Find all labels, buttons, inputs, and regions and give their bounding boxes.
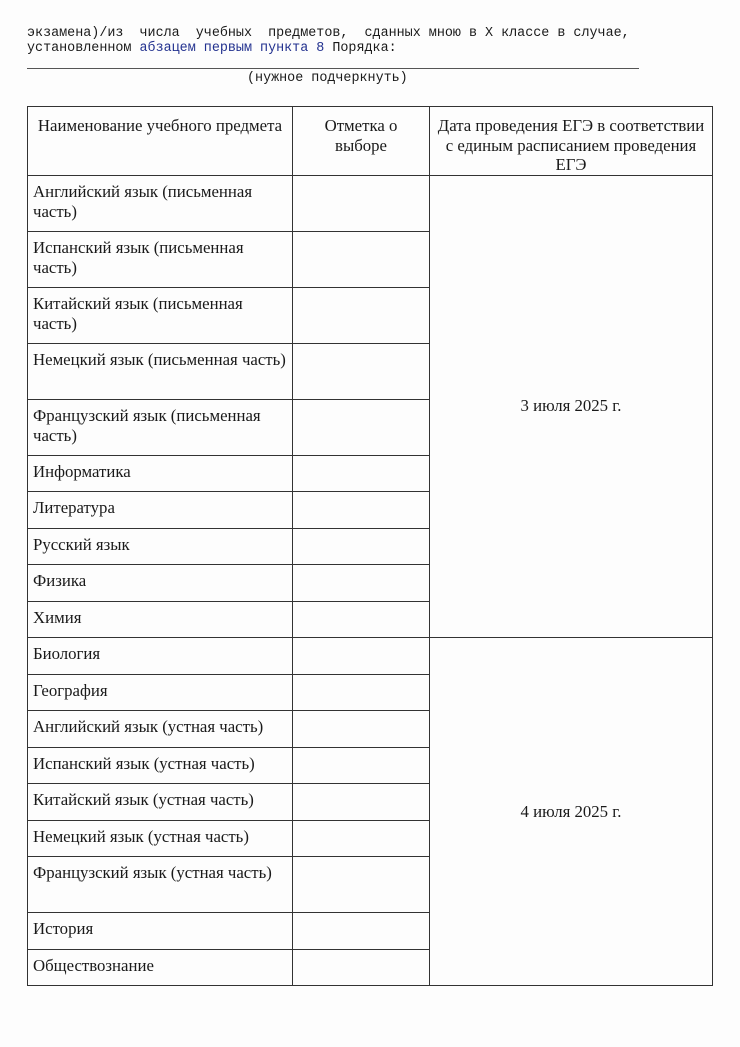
intro-text-line-1: экзамена)/из числа учебных предметов, сданных мною в X классе в случае,: [27, 26, 630, 41]
choice-mark-cell[interactable]: [293, 287, 430, 343]
subject-name: Обществознание: [28, 949, 293, 986]
table-row: [28, 175, 713, 231]
exam-date: 4 июля 2025 г.: [430, 638, 713, 986]
underline-hint: (нужное подчеркнуть): [247, 71, 408, 86]
legal-reference-link[interactable]: абзацем первым пункта 8: [139, 41, 325, 56]
intro-prefix: установленном: [27, 41, 140, 56]
subject-name: Литература: [28, 492, 293, 529]
choice-mark-cell[interactable]: [293, 747, 430, 784]
subject-name: Химия: [28, 601, 293, 638]
choice-mark-cell[interactable]: [293, 175, 430, 231]
exam-date: 3 июля 2025 г.: [430, 175, 713, 638]
subject-name: Английский язык (письменная часть): [28, 175, 293, 231]
choice-mark-cell[interactable]: [293, 565, 430, 602]
choice-mark-cell[interactable]: [293, 857, 430, 913]
choice-mark-cell[interactable]: [293, 343, 430, 399]
intro-suffix: Порядка:: [324, 41, 397, 56]
fill-in-line: [27, 68, 639, 69]
choice-mark-cell[interactable]: [293, 949, 430, 986]
choice-mark-cell[interactable]: [293, 455, 430, 492]
subject-name: Китайский язык (устная часть): [28, 784, 293, 821]
intro-text-line-2: [27, 41, 397, 56]
subject-name: История: [28, 913, 293, 950]
choice-mark-cell[interactable]: [293, 674, 430, 711]
subject-name: Немецкий язык (устная часть): [28, 820, 293, 857]
subject-name: Испанский язык (письменная часть): [28, 231, 293, 287]
header-mark: Отметка о выборе: [293, 107, 430, 176]
subject-name: География: [28, 674, 293, 711]
subject-name: Французский язык (устная часть): [28, 857, 293, 913]
subject-name: Английский язык (устная часть): [28, 711, 293, 748]
subject-name: Русский язык: [28, 528, 293, 565]
subject-name: Биология: [28, 638, 293, 675]
table-header-row: [28, 107, 713, 176]
header-date: Дата проведения ЕГЭ в соответствии с единым расписанием проведения ЕГЭ: [430, 107, 713, 176]
choice-mark-cell[interactable]: [293, 820, 430, 857]
choice-mark-cell[interactable]: [293, 784, 430, 821]
header-subject: Наименование учебного предмета: [28, 107, 293, 176]
subject-name: Немецкий язык (письменная часть): [28, 343, 293, 399]
choice-mark-cell[interactable]: [293, 711, 430, 748]
table-row: [28, 638, 713, 675]
subject-name: Физика: [28, 565, 293, 602]
choice-mark-cell[interactable]: [293, 231, 430, 287]
subject-name: Испанский язык (устная часть): [28, 747, 293, 784]
choice-mark-cell[interactable]: [293, 528, 430, 565]
table-body: [28, 175, 713, 986]
choice-mark-cell[interactable]: [293, 492, 430, 529]
subject-name: Французский язык (письменная часть): [28, 399, 293, 455]
choice-mark-cell[interactable]: [293, 913, 430, 950]
subjects-table: [27, 106, 713, 986]
choice-mark-cell[interactable]: [293, 399, 430, 455]
choice-mark-cell[interactable]: [293, 601, 430, 638]
subject-name: Информатика: [28, 455, 293, 492]
choice-mark-cell[interactable]: [293, 638, 430, 675]
subject-name: Китайский язык (письменная часть): [28, 287, 293, 343]
